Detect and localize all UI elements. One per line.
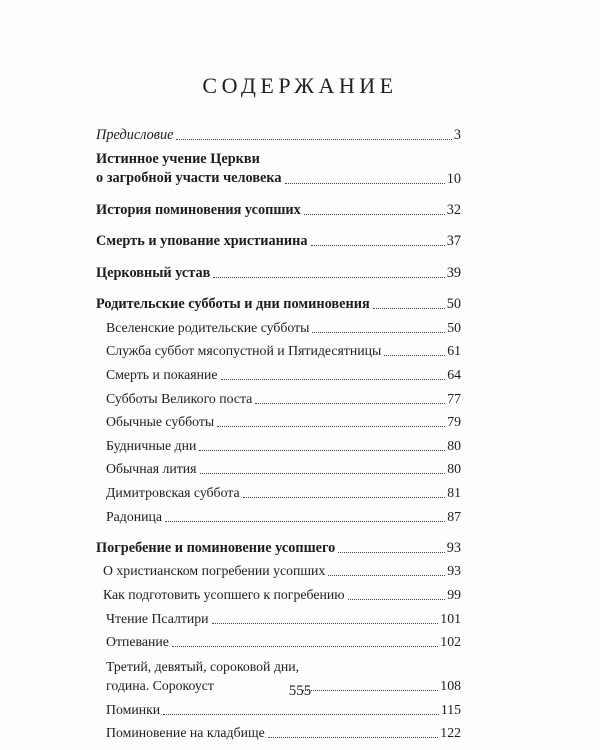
dot-leader [199, 450, 445, 451]
toc-subentry[interactable] [96, 408, 461, 432]
toc-entry-burial[interactable] [96, 526, 461, 557]
toc-entry-page: 80 [447, 461, 461, 477]
dot-leader [328, 575, 445, 576]
toc-entry-page: 39 [446, 264, 461, 281]
toc-entry-label: Обычная лития [106, 461, 197, 477]
toc-subentry[interactable] [96, 360, 461, 384]
dot-leader [217, 426, 445, 427]
toc-subentry[interactable] [96, 384, 461, 408]
toc-subentry[interactable] [96, 719, 461, 743]
toc-entry-label: Предисловие [96, 126, 174, 143]
toc-subentry[interactable] [96, 478, 461, 502]
toc-entry-page: 101 [440, 610, 461, 626]
toc-entry-label: Отпевание [106, 634, 169, 650]
toc-entry-page: 99 [447, 587, 461, 603]
dot-leader [348, 599, 446, 600]
toc-entry-label: Родительские субботы и дни поминовения [96, 296, 370, 313]
dot-leader [384, 355, 445, 356]
toc-entry-label: Вселенские родительские субботы [106, 319, 310, 335]
toc-entry-church-rule[interactable] [96, 250, 461, 281]
toc-entry-page: 50 [447, 319, 461, 335]
dot-leader [172, 646, 438, 647]
dot-leader [163, 714, 439, 715]
toc-entry-page: 50 [446, 296, 461, 313]
toc-entry-page: 37 [446, 233, 461, 250]
toc-entry-page: 32 [446, 201, 461, 218]
toc-entry-page: 3 [453, 126, 461, 143]
toc-subentry[interactable] [96, 337, 461, 361]
toc-subentry[interactable] [96, 431, 461, 455]
dot-leader [176, 139, 451, 140]
toc-entry-label: Радоница [106, 508, 162, 524]
toc-entry-label: Будничные дни [106, 437, 197, 453]
toc-entry-label: Как подготовить усопшего к погребению [103, 587, 345, 603]
toc-entry-page: 64 [447, 366, 461, 382]
toc-entry-page: 77 [447, 390, 461, 406]
toc-entry-history[interactable] [96, 188, 461, 219]
toc-entry-label: Смерть и покаяние [106, 366, 218, 382]
dot-leader [243, 497, 446, 498]
toc-subentry[interactable] [96, 313, 461, 337]
toc-entry-label: Чтение Псалтири [106, 610, 209, 626]
toc-entry-death-hope[interactable] [96, 219, 461, 250]
toc-entry-true-teaching[interactable] [96, 144, 461, 188]
toc-entry-label: Смерть и упование христианина [96, 233, 308, 250]
toc-entry-label: Поминки [106, 701, 161, 717]
toc-entry-label: О христианском погребении усопших [103, 563, 326, 579]
toc-entry-page: 80 [447, 437, 461, 453]
dot-leader [312, 332, 445, 333]
toc-entry-label: Церковный устав [96, 264, 211, 281]
dot-leader [213, 277, 444, 278]
toc-entry-preface[interactable] [96, 120, 461, 144]
toc-entry-page: 81 [447, 484, 461, 500]
toc-entry-page: 108 [440, 678, 461, 694]
dot-leader [338, 552, 444, 553]
toc-subentry[interactable] [96, 628, 461, 652]
dot-leader [212, 623, 439, 624]
toc-entry-label: Субботы Великого поста [106, 390, 253, 406]
toc-entry-page: 87 [447, 508, 461, 524]
dot-leader [304, 214, 445, 215]
dot-leader [255, 403, 445, 404]
dot-leader [200, 473, 446, 474]
toc-entry-label: История поминовения усопших [96, 201, 301, 218]
toc-subentry[interactable] [96, 502, 461, 526]
page-number: 555 [288, 683, 312, 699]
toc-entry-label: Поминовение на кладбище [106, 725, 265, 741]
toc-entry-label: Истинное учение Церкви о загробной участи человека [96, 150, 282, 186]
toc-entry-page: 10 [446, 170, 461, 187]
table-of-contents [96, 120, 461, 742]
toc-entry-parental-saturdays[interactable] [96, 282, 461, 313]
toc-subentry[interactable] [96, 580, 461, 604]
toc-subentry[interactable] [96, 604, 461, 628]
dot-leader [373, 308, 445, 309]
toc-entry-page: 115 [440, 701, 461, 717]
dot-leader [311, 245, 445, 246]
toc-entry-page: 122 [440, 725, 461, 741]
toc-entry-label: Служба суббот мясопустной и Пятидесятницы [106, 343, 382, 359]
dot-leader [165, 521, 445, 522]
dot-leader [285, 183, 445, 184]
toc-entry-page: 61 [447, 343, 461, 359]
toc-subentry[interactable] [96, 455, 461, 479]
toc-entry-page: 79 [447, 414, 461, 430]
toc-entry-page: 102 [440, 634, 461, 650]
toc-entry-label: Обычные субботы [106, 414, 215, 430]
dot-leader [268, 737, 439, 738]
page-title: СОДЕРЖАНИЕ [202, 73, 398, 98]
dot-leader [221, 379, 446, 380]
toc-subentry[interactable] [96, 557, 461, 581]
toc-entry-label: Погребение и поминовение усопшего [96, 539, 336, 556]
toc-entry-page: 93 [447, 563, 461, 579]
toc-entry-label: Третий, девятый, сороковой дни, година. Сорокоуст [106, 659, 300, 694]
toc-entry-label: Димитровская суббота [106, 484, 240, 500]
toc-entry-page: 93 [446, 539, 461, 556]
